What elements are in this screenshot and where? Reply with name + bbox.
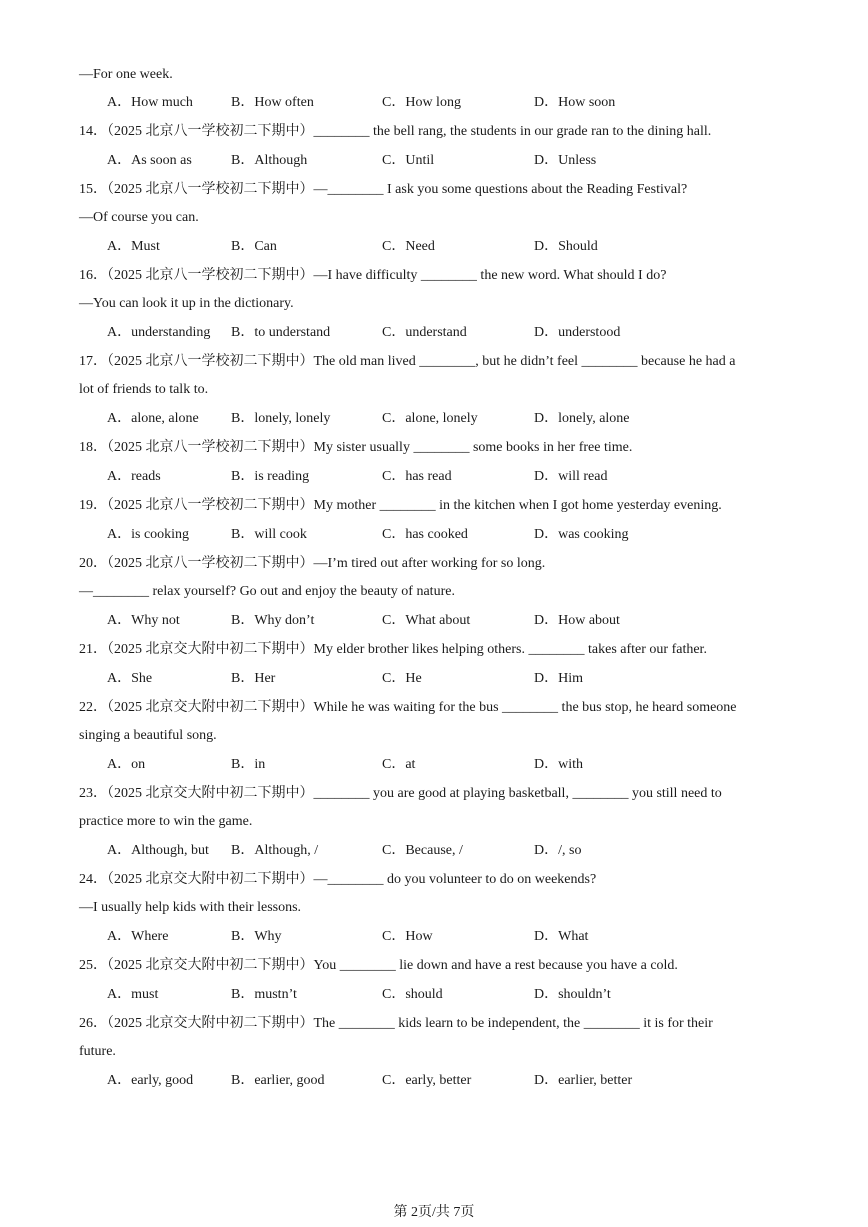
question-stem: 25．（2025 北京交大附中初二下期中）You ________ lie down and have a rest because you have a cold. <box>79 958 678 973</box>
options-row <box>79 520 794 550</box>
question-continuation: —I usually help kids with their lessons. <box>79 900 302 915</box>
options-row <box>79 980 794 1010</box>
option-c: C．Need <box>382 239 435 254</box>
question-list <box>79 62 794 1096</box>
option-b: B．Can <box>231 239 277 254</box>
question-continuation: —You can look it up in the dictionary. <box>79 296 294 311</box>
options-row <box>79 318 794 348</box>
option-c: C．How <box>382 929 433 944</box>
option-c: C．has cooked <box>382 527 468 542</box>
question-stem: 20．（2025 北京八一学校初二下期中）—I’m tired out after working for so long. <box>79 556 546 571</box>
option-b: B．to understand <box>231 325 331 340</box>
question-stem: 17．（2025 北京八一学校初二下期中）The old man lived ________, but he didn’t feel ________ because he had a <box>79 354 736 369</box>
q13-options <box>79 88 794 118</box>
question-item <box>79 434 794 492</box>
options-row <box>79 462 794 492</box>
question-continuation: —Of course you can. <box>79 210 199 225</box>
option-d: D．How about <box>534 613 620 628</box>
option-c: C．alone, lonely <box>382 411 478 426</box>
question-item <box>79 636 794 694</box>
question-stem: 14．（2025 北京八一学校初二下期中）________ the bell rang, the students in our grade ran to the dining hall. <box>79 124 712 139</box>
option-d: D．Unless <box>534 153 597 168</box>
option-c: C．How long <box>382 95 461 110</box>
option-a: A．on <box>107 757 146 772</box>
question-item <box>79 176 794 262</box>
option-b: B．will cook <box>231 527 307 542</box>
answer-line: —For one week. <box>79 67 173 82</box>
questions-container <box>79 118 794 1096</box>
option-c: C．Because, / <box>382 843 463 858</box>
question-item <box>79 492 794 550</box>
option-b: B．How often <box>231 95 314 110</box>
option-b: B．is reading <box>231 469 310 484</box>
option-c: C．should <box>382 987 443 1002</box>
option-a: A．alone, alone <box>107 411 199 426</box>
options-row <box>79 146 794 176</box>
option-b: B．Why <box>231 929 282 944</box>
option-a: A．understanding <box>107 325 211 340</box>
question-item <box>79 1010 794 1096</box>
question-item <box>79 694 794 780</box>
option-a: A．early, good <box>107 1073 194 1088</box>
question-stem: 24．（2025 北京交大附中初二下期中）—________ do you volunteer to do on weekends? <box>79 872 597 887</box>
option-b: B．lonely, lonely <box>231 411 331 426</box>
question-continuation: lot of friends to talk to. <box>79 382 209 397</box>
option-b: B．Although <box>231 153 308 168</box>
option-d: D．with <box>534 757 583 772</box>
option-c: C．What about <box>382 613 471 628</box>
question-item <box>79 262 794 348</box>
option-d: D．Him <box>534 671 583 686</box>
option-b: B．Her <box>231 671 276 686</box>
option-d: D．earlier, better <box>534 1073 633 1088</box>
option-d: D．How soon <box>534 95 616 110</box>
option-a: A．Although, but <box>107 843 209 858</box>
option-c: C．at <box>382 757 416 772</box>
question-item <box>79 780 794 866</box>
options-row <box>79 664 794 694</box>
question-stem: 19．（2025 北京八一学校初二下期中）My mother ________ in the kitchen when I got home yesterday evening. <box>79 498 722 513</box>
option-d: D．understood <box>534 325 621 340</box>
question-continuation: singing a beautiful song. <box>79 728 217 743</box>
option-a: A．Where <box>107 929 169 944</box>
option-a: A．must <box>107 987 159 1002</box>
question-stem: 15．（2025 北京八一学校初二下期中）—________ I ask you some questions about the Reading Festival? <box>79 182 688 197</box>
option-d: D．Should <box>534 239 598 254</box>
question-stem: 18．（2025 北京八一学校初二下期中）My sister usually ________ some books in her free time. <box>79 440 633 455</box>
option-a: A．reads <box>107 469 161 484</box>
question-stem: 16．（2025 北京八一学校初二下期中）—I have difficulty ________ the new word. What should I do? <box>79 268 667 283</box>
question-continuation: future. <box>79 1044 116 1059</box>
question-stem: 26．（2025 北京交大附中初二下期中）The ________ kids learn to be independent, the ________ it is for their <box>79 1016 713 1031</box>
options-row <box>79 404 794 434</box>
question-item <box>79 348 794 434</box>
option-b: B．Why don’t <box>231 613 315 628</box>
question-stem: 22．（2025 北京交大附中初二下期中）While he was waiting for the bus ________ the bus stop, he heard someone <box>79 700 737 715</box>
question-item <box>79 866 794 952</box>
question-item <box>79 118 794 176</box>
option-c: C．early, better <box>382 1073 472 1088</box>
option-a: A．is cooking <box>107 527 190 542</box>
option-d: D．lonely, alone <box>534 411 630 426</box>
option-b: B．mustn’t <box>231 987 297 1002</box>
option-a: A．As soon as <box>107 153 192 168</box>
question-stem: 23．（2025 北京交大附中初二下期中）________ you are good at playing basketball, ________ you still need to <box>79 786 722 801</box>
option-d: D．What <box>534 929 589 944</box>
question-continuation: practice more to win the game. <box>79 814 253 829</box>
option-b: B．in <box>231 757 266 772</box>
question-item <box>79 550 794 636</box>
question-continuation: —________ relax yourself? Go out and enjoy the beauty of nature. <box>79 584 455 599</box>
options-row <box>79 922 794 952</box>
options-row <box>79 1066 794 1096</box>
option-a: A．Why not <box>107 613 180 628</box>
options-row <box>79 836 794 866</box>
option-d: D．/, so <box>534 843 582 858</box>
option-a: A．She <box>107 671 153 686</box>
option-d: D．shouldn’t <box>534 987 611 1002</box>
options-row <box>79 232 794 262</box>
option-b: B．Although, / <box>231 843 319 858</box>
option-d: D．was cooking <box>534 527 629 542</box>
option-c: C．He <box>382 671 422 686</box>
option-c: C．Until <box>382 153 435 168</box>
question-item <box>79 952 794 1010</box>
option-d: D．will read <box>534 469 608 484</box>
options-row <box>79 750 794 780</box>
options-row <box>79 606 794 636</box>
option-c: C．has read <box>382 469 452 484</box>
option-a: A．How much <box>107 95 193 110</box>
option-a: A．Must <box>107 239 160 254</box>
page-number: 第 2页/共 7页 <box>393 1205 475 1220</box>
option-c: C．understand <box>382 325 467 340</box>
option-b: B．earlier, good <box>231 1073 325 1088</box>
question-stem: 21．（2025 北京交大附中初二下期中）My elder brother likes helping others. ________ takes after our father. <box>79 642 707 657</box>
